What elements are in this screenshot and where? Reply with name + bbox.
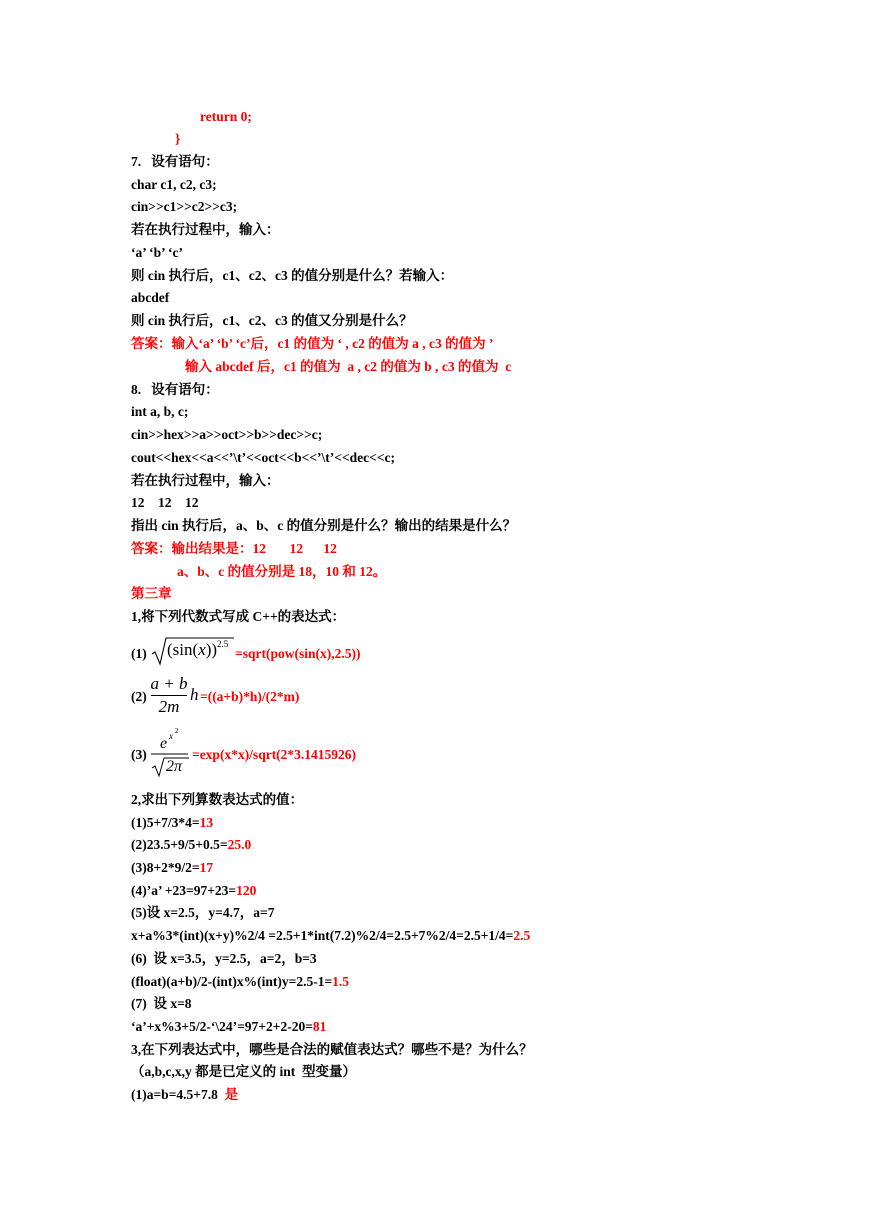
calc-item-6-expr: (float)(a+b)/2-(int)x%(int)y=2.5-1=1.5 — [131, 974, 350, 989]
q7-input-1: ‘a’ ‘b’ ‘c’ — [131, 245, 183, 260]
formula3-denominator: 2π — [166, 758, 183, 775]
q7-code-1: char c1, c2, c3; — [131, 177, 217, 192]
q8-code-1: int a, b, c; — [131, 404, 189, 419]
task3-title: 3,在下列表达式中，哪些是合法的赋值表达式？哪些不是？为什么？ — [131, 1042, 533, 1057]
task3-note: （a,b,c,x,y 都是已定义的 int 型变量） — [131, 1064, 357, 1079]
q8-answer-2: a、b、c 的值分别是 18，10 和 12。 — [177, 564, 387, 579]
formula2-denominator: 2m — [158, 697, 180, 716]
q8-answer-1: 答案：输出结果是：12 12 12 — [131, 541, 337, 556]
calc-item-3: (3)8+2*9/2=17 — [131, 860, 214, 875]
calc-item-1: (1)5+7/3*4=13 — [131, 815, 214, 830]
q7-text-3: 则 cin 执行后，c1、c2、c3 的值又分别是什么？ — [131, 313, 413, 328]
q7-input-2: abcdef — [131, 290, 170, 305]
assign-item-1: (1)a=b=4.5+7.8 是 — [131, 1087, 239, 1102]
code-return: return 0; — [200, 109, 252, 124]
task1-title: 1,将下列代数式写成 C++的表达式： — [131, 609, 346, 624]
q7-text-1: 若在执行过程中，输入： — [131, 222, 280, 237]
q8-text-2: 指出 cin 执行后，a、b、c 的值分别是什么？输出的结果是什么？ — [131, 518, 517, 533]
formula2-numerator: a + b — [150, 674, 188, 693]
formula3-answer: =exp(x*x)/sqrt(2*3.1415926) — [192, 747, 357, 762]
formula3-label: (3) — [131, 747, 147, 762]
q7-text-2: 则 cin 执行后，c1、c2、c3 的值分别是什么？若输入： — [131, 268, 454, 283]
formula3-e: e — [160, 735, 168, 752]
formula2-fraction — [151, 675, 187, 716]
formula2-label: (2) — [131, 689, 147, 704]
calc-item-4: (4)’a’ +23=97+23=120 — [131, 883, 257, 898]
formula3-two: 2 — [175, 727, 179, 735]
formula1-body: (sin(x)) — [167, 640, 218, 659]
chapter-heading: 第三章 — [131, 586, 172, 601]
q7-title: 7. 设有语句： — [131, 154, 219, 169]
q7-answer-1: 答案：输入‘a’ ‘b’ ‘c’后，c1 的值为 ‘ , c2 的值为 a , c3 的值为 ’ — [131, 336, 494, 351]
formula2-answer: =((a+b)*h)/(2*m) — [200, 689, 300, 704]
formula1-x: x — [198, 640, 206, 659]
formula1-label: (1) — [131, 646, 147, 661]
q8-code-3: cout<<hex<<a<<’\t’<<oct<<b<<’\t’<<dec<<c; — [131, 450, 396, 465]
q8-title: 8. 设有语句： — [131, 382, 219, 397]
formula1-sin: sin — [172, 640, 193, 659]
q8-text-1: 若在执行过程中，输入： — [131, 473, 280, 488]
formula1-answer: =sqrt(pow(sin(x),2.5)) — [235, 646, 361, 661]
formula1-exponent: 2.5 — [217, 639, 229, 649]
calc-item-5-expr: x+a%3*(int)(x+y)%2/4 =2.5+1*int(7.2)%2/4=2.5+7%2/4=2.5+1/4=2.5 — [131, 928, 531, 943]
calc-item-5: (5)设 x=2.5，y=4.7，a=7 — [131, 905, 275, 920]
formula2-h: h — [190, 685, 199, 704]
q8-input: 12 12 12 — [131, 495, 199, 510]
q7-answer-2: 输入 abcdef 后，c1 的值为 a , c2 的值为 b , c3 的值为 c — [185, 359, 512, 374]
formula3-x: x — [169, 731, 173, 741]
calc-item-7: (7) 设 x=8 — [131, 996, 192, 1011]
q7-code-2: cin>>c1>>c2>>c3; — [131, 199, 238, 214]
task2-title: 2,求出下列算数表达式的值： — [131, 792, 304, 807]
code-brace: } — [175, 131, 181, 146]
calc-item-6: (6) 设 x=3.5，y=2.5，a=2，b=3 — [131, 951, 317, 966]
calc-item-7-expr: ‘a’+x%3+5/2-‘\24’=97+2+2-20=81 — [131, 1019, 327, 1034]
q8-code-2: cin>>hex>>a>>oct>>b>>dec>>c; — [131, 427, 323, 442]
calc-item-2: (2)23.5+9/5+0.5=25.0 — [131, 837, 252, 852]
